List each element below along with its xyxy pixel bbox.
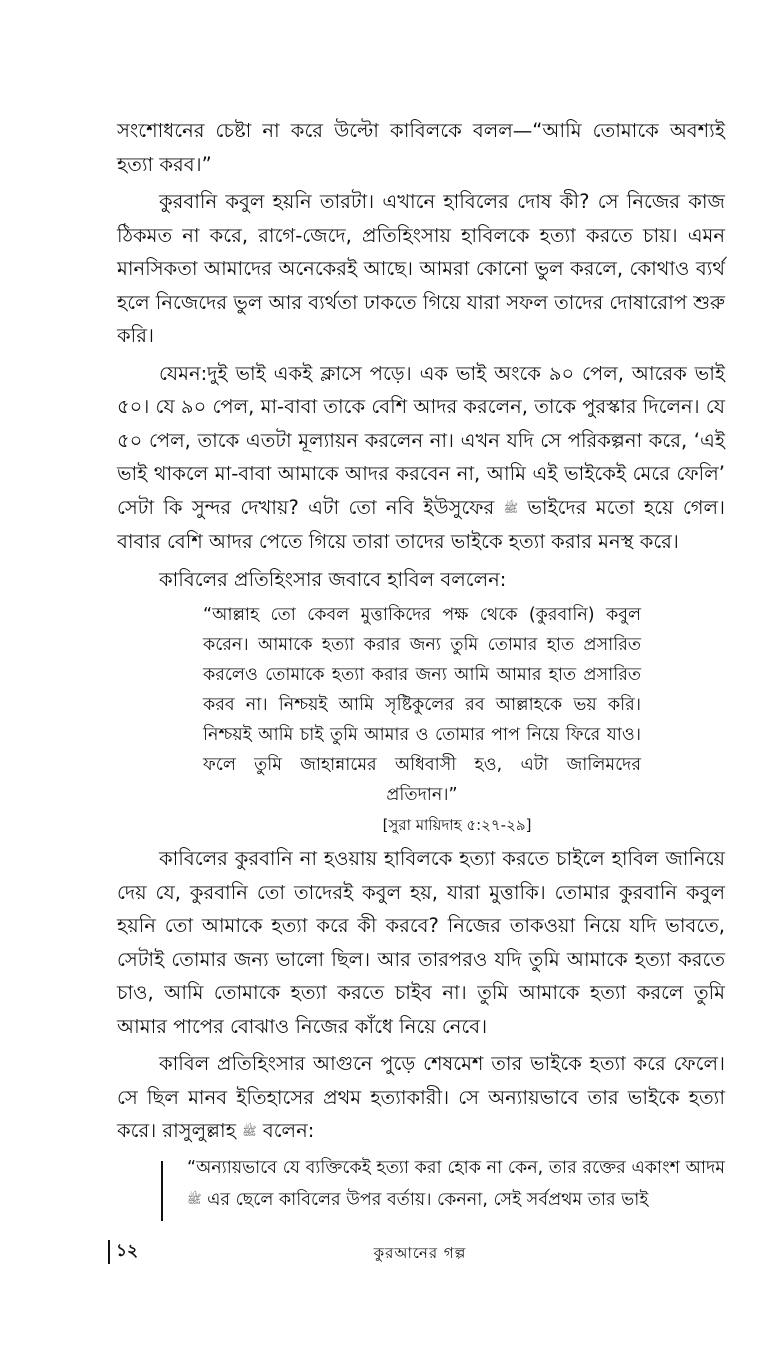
page-number: ১২	[116, 1241, 139, 1261]
paragraph-3	[117, 357, 725, 559]
honorific-adam-icon: ﷺ	[187, 1191, 202, 1206]
paragraph-3-part-b: ভাইদের মতো হয়ে গেল। বাবার বেশি আদর পেতে গিয়ে তারা তাদের ভাইকে হত্যা করার মনস্থ করে।	[117, 495, 726, 553]
honorific-sallallahu-icon: ﷺ	[242, 1124, 257, 1138]
paragraph-6	[117, 1047, 725, 1149]
quran-citation: [সুরা মায়িদাহ ৫:২৭-২৯]	[382, 816, 532, 834]
hadith-quote	[161, 1153, 725, 1216]
hadith-part-b: এর ছেলে কাবিলের উপর বর্তায়। কেননা, সেই সর্বপ্রথম তার ভাই	[207, 1189, 649, 1210]
paragraph-3-part-a: যেমন:দুই ভাই একই ক্লাসে পড়ে। এক ভাই অংকে ৯০ পেল, আরেক ভাই ৫০। যে ৯০ পেল, মা-বাবা তাকে বেশি আদর করলেন, তাকে পুরস্কার দিলেন। যে ৫০ পেল, তাকে এতটা মূল্যায়ন করলেন না। এখন যদি সে পরিকল্পনা করে, ‘এই ভাই থাকলে মা-বাবা আমাকে আদর করবেন না, আমি এই ভাইকেই মেরে ফেলি’ সেটা কি সুন্দর দেখায়? এটা তো নবি ইউসুফের	[117, 361, 725, 519]
paragraph-5: কাবিলের কুরবানি না হওয়ায় হাবিলকে হত্যা করতে চাইলে হাবিল জানিয়ে দেয় যে, কুরবানি তো তাদেরই কবুল হয়, যারা মুত্তাকি। তোমার কুরবানি কবুল হয়নি তো আমাকে হত্যা করে কী করবে? নিজের তাকওয়া নিয়ে যদি ভাবতে, সেটাই তোমার জন্য ভালো ছিল। আর তারপরও যদি তুমি আমাকে হত্যা করতে চাও, আমি তোমাকে হত্যা করতে চাইব না। তুমি আমাকে হত্যা করলে তুমি আমার পাপের বোঝাও নিজের কাঁধে নিয়ে নেবে।	[117, 847, 725, 1038]
quran-quote: “আল্লাহ তো কেবল মুত্তাকিদের পক্ষ থেকে (কুরবানি) কবুল করেন। আমাকে হত্যা করার জন্য তুমি তোমার হাত প্রসারিত করলেও তোমাকে হত্যা করার জন্য আমি আমার হাত প্রসারিত করব না। নিশ্চয়ই আমি সৃষ্টিকুলের রব আল্লাহকে ভয় করি। নিশ্চয়ই আমি চাই তুমি আমার ও তোমার পাপ নিয়ে ফিরে যাও। ফলে তুমি জাহান্নামের অধিবাসী হও, এটা জালিমদের প্রতিদান।”	[203, 605, 641, 805]
honorific-alaihis-salam-icon: ﷺ	[503, 500, 519, 515]
paragraph-4: কাবিলের প্রতিহিংসার জবাবে হাবিল বললেন:	[159, 567, 507, 591]
running-title: কুরআনের গল্প	[373, 1244, 467, 1262]
footer-divider	[108, 1240, 110, 1264]
paragraph-1: সংশোধনের চেষ্টা না করে উল্টো কাবিলকে বলল—“আমি তোমাকে অবশ্যই হত্যা করব।”	[117, 119, 725, 176]
paragraph-6-part-b: বলেন:	[262, 1119, 315, 1142]
paragraph-6-part-a: কাবিল প্রতিহিংসার আগুনে পুড়ে শেষমেশ তার ভাইকে হত্যা করে ফেলে। সে ছিল মানব ইতিহাসের প্রথম হত্যাকারী। সে অন্যায়ভাবে তার ভাইকে হত্যা করে। রাসুলুল্লাহ	[117, 1052, 725, 1142]
hadith-part-a: “অন্যায়ভাবে যে ব্যক্তিকেই হত্যা করা হোক না কেন, তার রক্তের একাংশ আদম	[187, 1157, 725, 1178]
body-text	[117, 114, 725, 1216]
paragraph-2: কুরবানি কবুল হয়নি তারটা। এখানে হাবিলের দোষ কী? সে নিজের কাজ ঠিকমত না করে, রাগে-জেদে, প্রতিহিংসায় হাবিলকে হত্যা করতে চায়। এমন মানসিকতা আমাদের অনেকেরই আছে। আমরা কোনো ভুল করলে, কোথাও ব্যর্থ হলে নিজেদের ভুল আর ব্যর্থতা ঢাকতে গিয়ে যারা সফল তাদের দোষারোপ শুরু করি।	[117, 190, 725, 347]
hadith-quote-bar	[161, 1161, 163, 1221]
